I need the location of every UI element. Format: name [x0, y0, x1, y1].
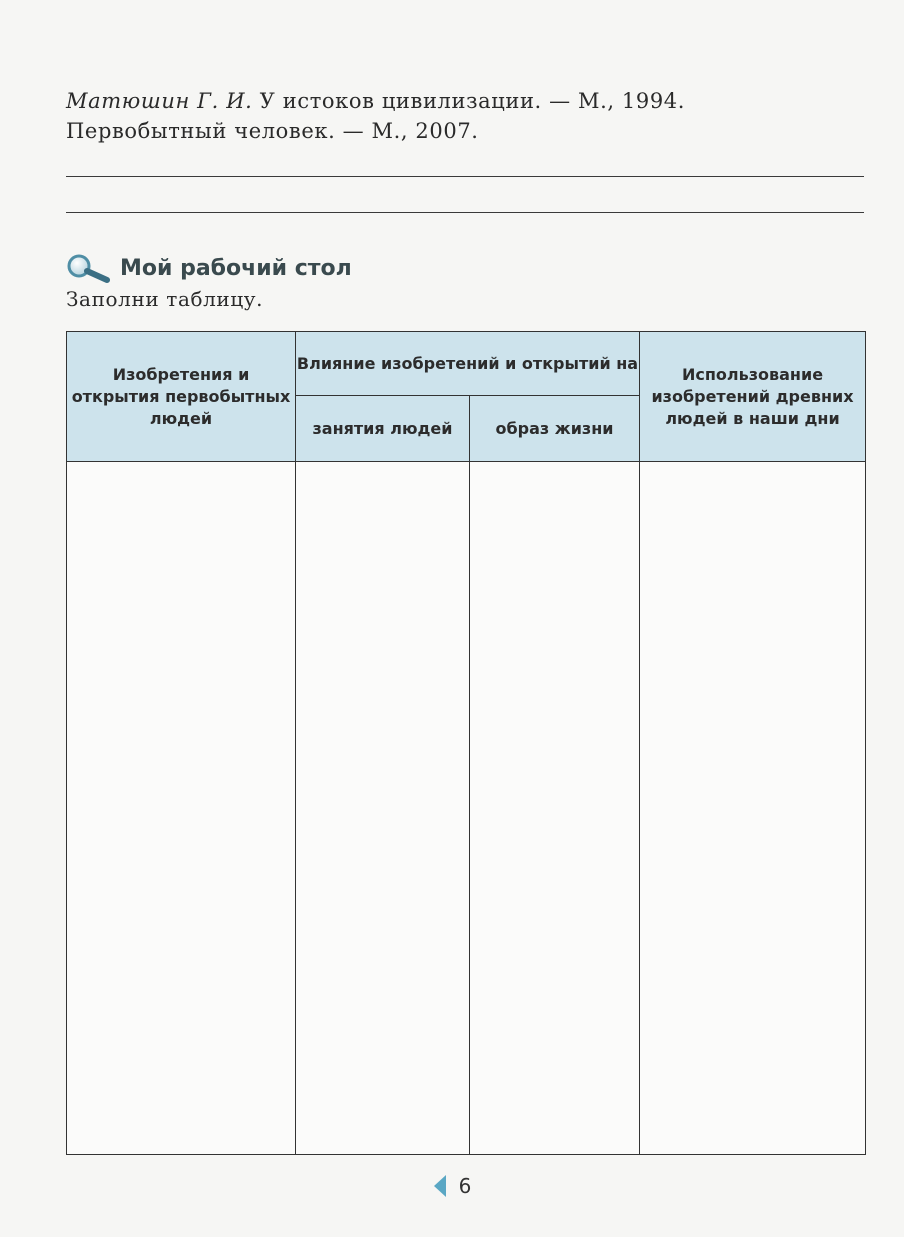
bibliography-line-2: Первобытный человек. — М., 2007.: [66, 119, 479, 143]
header-influence-group: Влияние изобретений и открытий на: [296, 332, 640, 396]
writing-line-2: [66, 212, 864, 213]
page-number: 6: [458, 1174, 472, 1198]
page-arrow-icon: [433, 1174, 447, 1198]
cell-inventions[interactable]: [67, 462, 296, 1155]
cell-occupations[interactable]: [296, 462, 470, 1155]
bibliography: [66, 86, 866, 146]
magnifier-icon: [66, 253, 112, 283]
page-footer: [0, 1174, 904, 1198]
bibliography-line-1: [66, 86, 866, 116]
cell-lifestyle[interactable]: [470, 462, 640, 1155]
section-heading: [66, 250, 352, 286]
bibliography-title: У истоков цивилизации. — М., 1994.: [252, 89, 686, 113]
header-modern-use: Использование изобретений древних людей в наши дни: [640, 332, 866, 462]
fill-in-table: [66, 331, 866, 1155]
header-inventions: Изобретения и открытия первобытных людей: [67, 332, 296, 462]
bibliography-author: Матюшин Г. И.: [66, 89, 253, 113]
section-title: Мой рабочий стол: [120, 255, 352, 281]
task-instruction: Заполни таблицу.: [66, 287, 264, 311]
cell-modern-use[interactable]: [640, 462, 866, 1155]
writing-line-1: [66, 176, 864, 177]
header-lifestyle: образ жизни: [470, 396, 640, 462]
header-occupations: занятия людей: [296, 396, 470, 462]
